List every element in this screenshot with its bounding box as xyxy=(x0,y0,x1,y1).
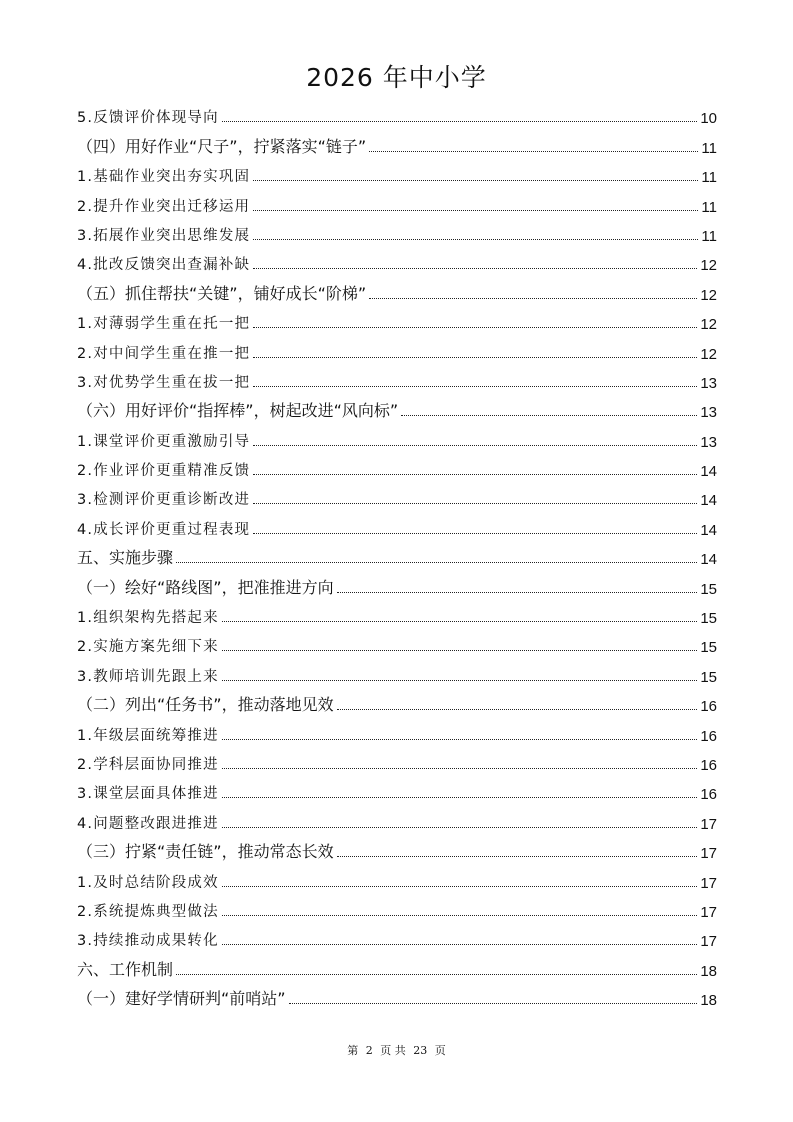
toc-entry-page-number: 16 xyxy=(700,727,717,745)
toc-entry-label: 4.问题整改跟进推进 xyxy=(77,815,219,832)
toc-entry[interactable] xyxy=(77,950,717,979)
toc-entry[interactable] xyxy=(77,539,717,568)
footer-suffix: 页 xyxy=(434,1044,446,1057)
toc-dot-leader xyxy=(369,150,698,152)
toc-entry[interactable] xyxy=(77,921,717,950)
toc-entry-label: 2.实施方案先细下来 xyxy=(77,639,219,656)
toc-entry-label: （四）用好作业“尺子”，拧紧落实“链子” xyxy=(77,136,367,156)
toc-entry-label: 3.拓展作业突出思维发展 xyxy=(77,227,251,244)
toc-entry-label: 1.基础作业突出夯实巩固 xyxy=(77,169,251,186)
toc-dot-leader xyxy=(222,796,697,798)
toc-entry-label: （六）用好评价“指挥棒”，树起改进“风向标” xyxy=(77,401,399,421)
toc-dot-leader xyxy=(222,738,697,740)
toc-entry-label: （一）绘好“路线图”，把准推进方向 xyxy=(77,577,334,597)
toc-dot-leader xyxy=(337,591,698,593)
toc-entry[interactable] xyxy=(77,451,717,480)
toc-dot-leader xyxy=(253,238,698,240)
toc-entry-label: 五、实施步骤 xyxy=(77,548,174,568)
toc-entry-page-number: 17 xyxy=(700,815,717,833)
toc-entry-label: （三）拧紧“责任链”，推动常态长效 xyxy=(77,842,334,862)
toc-entry-page-number: 12 xyxy=(700,345,717,363)
toc-entry-page-number: 11 xyxy=(701,198,717,216)
toc-entry[interactable] xyxy=(77,421,717,450)
toc-entry-label: 1.及时总结阶段成效 xyxy=(77,874,219,891)
toc-entry[interactable] xyxy=(77,216,717,245)
toc-entry-label: 1.课堂评价更重激励引导 xyxy=(77,433,251,450)
toc-entry-label: 3.教师培训先跟上来 xyxy=(77,668,219,685)
toc-entry-page-number: 17 xyxy=(700,933,717,951)
toc-entry-page-number: 16 xyxy=(700,756,717,774)
toc-dot-leader xyxy=(337,708,698,710)
toc-entry-page-number: 18 xyxy=(700,962,717,980)
toc-dot-leader xyxy=(253,532,697,534)
toc-entry-page-number: 13 xyxy=(700,433,717,451)
toc-entry-page-number: 14 xyxy=(700,492,717,510)
toc-entry[interactable] xyxy=(77,186,717,215)
toc-dot-leader xyxy=(253,209,698,211)
toc-dot-leader xyxy=(253,473,697,475)
toc-dot-leader xyxy=(289,1002,698,1004)
toc-entry[interactable] xyxy=(77,833,717,862)
toc-dot-leader xyxy=(222,620,697,622)
toc-dot-leader xyxy=(176,561,697,563)
toc-entry[interactable] xyxy=(77,862,717,891)
toc-entry-label: 1.组织架构先搭起来 xyxy=(77,610,219,627)
toc-entry[interactable] xyxy=(77,127,717,156)
toc-entry[interactable] xyxy=(77,803,717,832)
page-footer xyxy=(0,1042,793,1058)
toc-dot-leader xyxy=(222,120,697,122)
toc-entry-page-number: 12 xyxy=(700,286,717,304)
toc-entry-page-number: 14 xyxy=(700,521,717,539)
toc-dot-leader xyxy=(253,356,697,358)
toc-entry[interactable] xyxy=(77,627,717,656)
toc-entry-page-number: 11 xyxy=(701,139,717,157)
toc-entry-page-number: 17 xyxy=(700,845,717,863)
toc-entry[interactable] xyxy=(77,274,717,303)
toc-entry-label: （二）列出“任务书”，推动落地见效 xyxy=(77,695,334,715)
toc-entry[interactable] xyxy=(77,157,717,186)
toc-dot-leader xyxy=(253,326,697,328)
toc-entry[interactable] xyxy=(77,568,717,597)
toc-entry-label: （一）建好学情研判“前哨站” xyxy=(77,989,286,1009)
toc-entry[interactable] xyxy=(77,363,717,392)
toc-entry[interactable] xyxy=(77,333,717,362)
toc-entry[interactable] xyxy=(77,304,717,333)
toc-entry-page-number: 15 xyxy=(700,610,717,628)
toc-entry-page-number: 17 xyxy=(700,874,717,892)
toc-entry-page-number: 14 xyxy=(700,551,717,569)
toc-entry-page-number: 14 xyxy=(700,463,717,481)
toc-entry-page-number: 11 xyxy=(701,227,717,245)
toc-entry-label: 1.年级层面统筹推进 xyxy=(77,727,219,744)
toc-entry-label: 2.系统提炼典型做法 xyxy=(77,903,219,920)
toc-entry-label: （五）抓住帮扶“关键”，铺好成长“阶梯” xyxy=(77,283,367,303)
footer-prefix: 第 xyxy=(347,1044,359,1057)
toc-entry-label: 5.反馈评价体现导向 xyxy=(77,110,219,127)
toc-entry[interactable] xyxy=(77,892,717,921)
toc-dot-leader xyxy=(369,297,697,299)
toc-dot-leader xyxy=(253,385,697,387)
toc-entry[interactable] xyxy=(77,509,717,538)
toc-entry[interactable] xyxy=(77,245,717,274)
toc-dot-leader xyxy=(222,826,697,828)
toc-dot-leader xyxy=(176,973,697,975)
toc-entry-label: 2.学科层面协同推进 xyxy=(77,756,219,773)
toc-entry-label: 2.作业评价更重精准反馈 xyxy=(77,463,251,480)
toc-entry-label: 3.检测评价更重诊断改进 xyxy=(77,492,251,509)
toc-entry[interactable] xyxy=(77,745,717,774)
toc-entry[interactable] xyxy=(77,774,717,803)
toc-entry-label: 4.成长评价更重过程表现 xyxy=(77,521,251,538)
toc-dot-leader xyxy=(222,885,697,887)
toc-entry-page-number: 13 xyxy=(700,374,717,392)
toc-dot-leader xyxy=(253,502,697,504)
toc-dot-leader xyxy=(337,855,698,857)
toc-entry-page-number: 13 xyxy=(700,404,717,422)
toc-entry[interactable] xyxy=(77,598,717,627)
table-of-contents xyxy=(77,98,717,1009)
toc-entry[interactable] xyxy=(77,980,717,1009)
toc-entry-label: 六、工作机制 xyxy=(77,959,174,979)
toc-entry-page-number: 12 xyxy=(700,257,717,275)
toc-entry-label: 4.批改反馈突出查漏补缺 xyxy=(77,257,251,274)
toc-entry[interactable] xyxy=(77,480,717,509)
toc-entry-page-number: 10 xyxy=(700,110,717,128)
toc-entry-page-number: 15 xyxy=(700,580,717,598)
toc-entry-page-number: 12 xyxy=(700,316,717,334)
toc-entry-page-number: 16 xyxy=(700,698,717,716)
toc-entry[interactable] xyxy=(77,656,717,685)
toc-dot-leader xyxy=(222,943,697,945)
toc-entry-page-number: 16 xyxy=(700,786,717,804)
toc-entry-page-number: 15 xyxy=(700,639,717,657)
toc-entry-label: 3.课堂层面具体推进 xyxy=(77,786,219,803)
toc-entry-page-number: 17 xyxy=(700,903,717,921)
toc-entry[interactable] xyxy=(77,715,717,744)
footer-middle: 页 共 xyxy=(380,1044,406,1057)
toc-entry-page-number: 18 xyxy=(700,992,717,1010)
toc-entry-label: 2.提升作业突出迁移运用 xyxy=(77,198,251,215)
footer-total-pages: 23 xyxy=(413,1044,428,1057)
toc-entry-label: 3.持续推动成果转化 xyxy=(77,933,219,950)
page-title: 2026 年中小学 xyxy=(306,63,487,92)
toc-entry[interactable] xyxy=(77,392,717,421)
toc-entry[interactable] xyxy=(77,98,717,127)
toc-entry-page-number: 11 xyxy=(701,169,717,187)
toc-dot-leader xyxy=(253,444,697,446)
toc-entry-label: 1.对薄弱学生重在托一把 xyxy=(77,316,251,333)
toc-dot-leader xyxy=(222,914,697,916)
toc-entry-label: 2.对中间学生重在推一把 xyxy=(77,345,251,362)
toc-dot-leader xyxy=(222,679,697,681)
toc-entry-page-number: 15 xyxy=(700,668,717,686)
toc-dot-leader xyxy=(253,267,697,269)
toc-dot-leader xyxy=(222,649,697,651)
footer-current-page: 2 xyxy=(365,1044,373,1057)
toc-dot-leader xyxy=(253,179,698,181)
toc-entry[interactable] xyxy=(77,686,717,715)
toc-entry-label: 3.对优势学生重在拔一把 xyxy=(77,374,251,391)
toc-dot-leader xyxy=(401,414,697,416)
toc-dot-leader xyxy=(222,767,697,769)
